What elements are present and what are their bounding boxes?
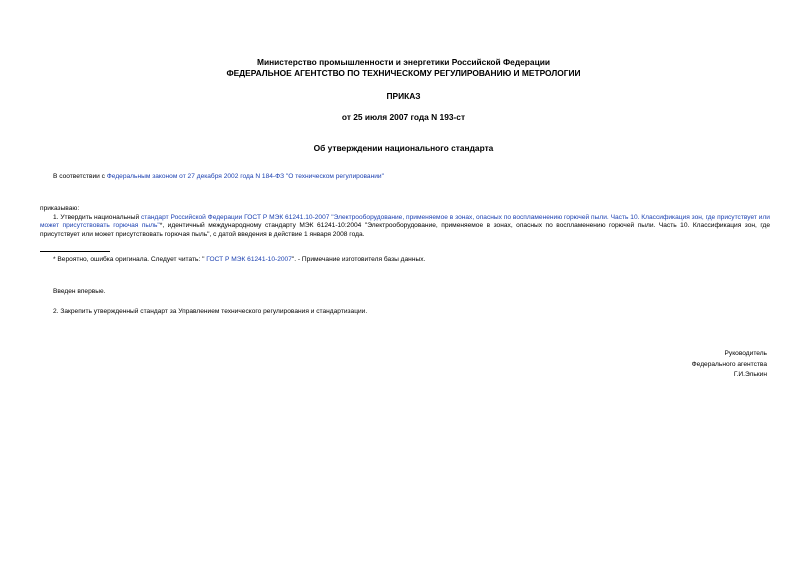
item-1-suffix: *, идентичный международному стандарту МЭК 61241-10:2004 "Электрооборудование, применяемое в зонах, опасных по воспламенению горючей пыли. Часть 10. Классификация зон, где присутствует или может присутствовать горючая пыль", с датой введения в действие 1 января 2008 года. (40, 222, 771, 238)
date-number-heading: от 25 июля 2007 года N 193-ст (341, 112, 466, 122)
footnote-suffix: ". - Примечание изготовителя базы данных. (291, 256, 426, 263)
signature-title-2: Федерального агентства (691, 361, 767, 368)
agency-heading: ФЕДЕРАЛЬНОЕ АГЕНТСТВО ПО ТЕХНИЧЕСКОМУ РЕГУЛИРОВАНИЮ И МЕТРОЛОГИИ (226, 68, 581, 78)
ministry-heading: Министерство промышленности и энергетики Российской Федерации (256, 57, 551, 67)
basis-paragraph (53, 173, 384, 181)
signature-name: Г.И.Элькин (733, 371, 767, 378)
item-1-paragraph (40, 214, 770, 239)
footnote-standard-link[interactable]: ГОСТ Р МЭК 61241-10-2007 (204, 256, 292, 263)
footnote (53, 256, 425, 264)
item-1-prefix: 1. Утвердить национальный (53, 214, 141, 221)
doc-type-heading: ПРИКАЗ (386, 91, 421, 101)
item-2-paragraph: 2. Закрепить утвержденный стандарт за Управлением технического регулирования и стандартизации. (53, 308, 368, 315)
footnote-separator (40, 251, 110, 252)
order-word: приказываю: (40, 205, 80, 212)
subject-heading: Об утверждении национального стандарта (313, 143, 494, 153)
signature-title-1: Руководитель (724, 350, 767, 357)
standard-link[interactable]: стандарт Российской Федерации ГОСТ Р МЭК 61241.10-2007 "Электрооборудование, применяемое в зонах, опасных по воспламенению горючей пыли. Часть 10. Классификация зон, где присутствует или может присутствовать горючая пыль" (40, 214, 770, 230)
federal-law-link[interactable]: Федеральным законом от 27 декабря 2002 года N 184-ФЗ "О техническом регулировании" (106, 173, 384, 180)
footnote-prefix: * Вероятно, ошибка оригинала. Следует читать: " (53, 256, 205, 263)
basis-prefix: В соответствии с (53, 173, 107, 180)
introduced-note: Введен впервые. (53, 288, 106, 295)
